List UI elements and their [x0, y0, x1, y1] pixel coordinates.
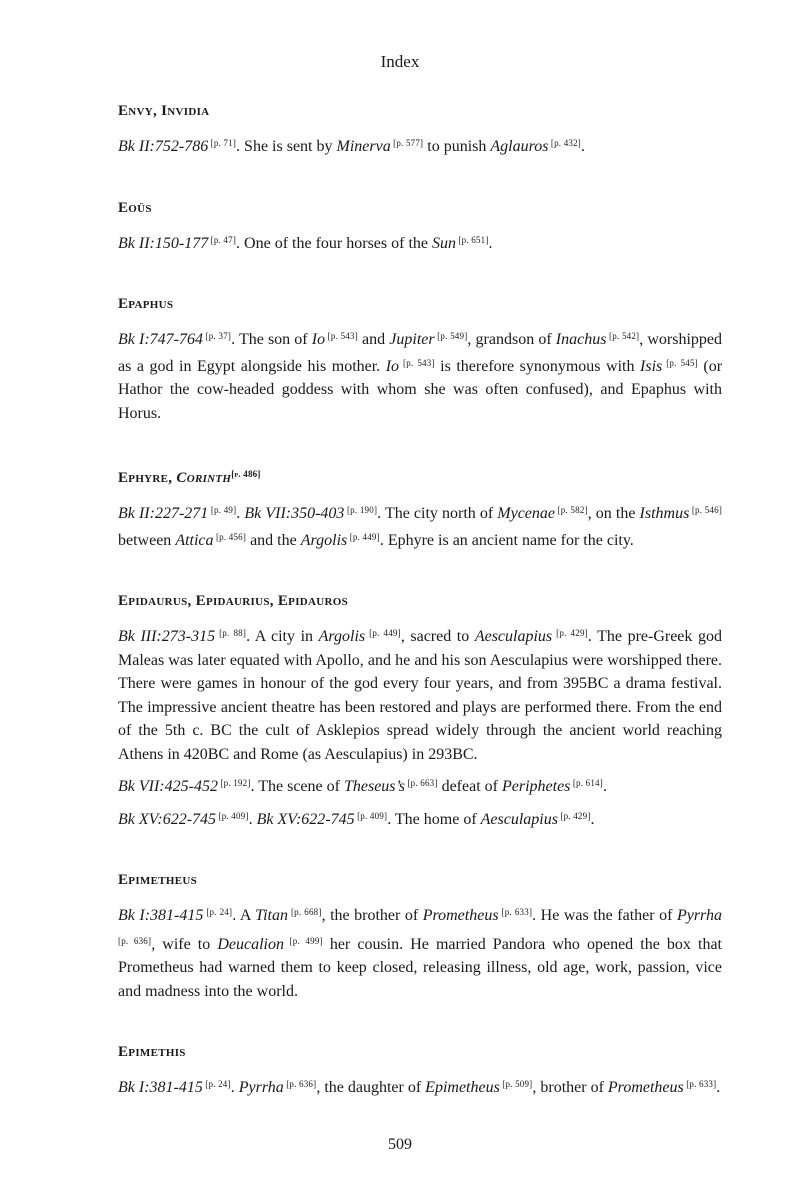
page-ref[interactable]: [p. 577]	[390, 138, 424, 148]
page-ref[interactable]: [p. 545]	[662, 357, 698, 368]
entry-text: , worshipped as a god in Egypt alongside his mother.	[118, 331, 723, 375]
entry-text: , on the	[587, 505, 640, 522]
entry-heading: Ephyre, Corinth[p. 486]	[118, 469, 261, 486]
entry-text: .	[248, 810, 257, 828]
cross-ref-link[interactable]: Corinth	[176, 470, 232, 486]
cross-ref-link[interactable]: Bk III:273-315	[118, 628, 216, 645]
cross-ref-link[interactable]: Io	[311, 331, 326, 348]
entry-text: . He was the father of	[532, 907, 677, 924]
entry-paragraph	[118, 772, 722, 799]
entry-paragraph	[118, 132, 722, 159]
cross-ref-link[interactable]: Theseus’s	[343, 778, 406, 795]
index-entry	[118, 869, 722, 1003]
entry-text: . One of the four horses of the	[236, 234, 432, 252]
entry-heading: Epidaurus, Epidaurius, Epidauros	[118, 593, 349, 609]
cross-ref-link[interactable]: Bk I:381-415	[118, 907, 204, 924]
cross-ref-link[interactable]: Io	[385, 357, 400, 375]
entry-text: .	[581, 138, 585, 155]
index-entry	[118, 590, 722, 831]
cross-ref-link[interactable]: Inachus	[555, 331, 607, 348]
cross-ref-link[interactable]: Bk VII:425-452	[118, 778, 218, 795]
cross-ref-link[interactable]: Jupiter	[389, 331, 435, 348]
cross-ref-link[interactable]: Aglauros	[490, 138, 549, 155]
cross-ref-link[interactable]: Isis	[640, 357, 663, 375]
cross-ref-link[interactable]: Bk I:381-415	[118, 1079, 203, 1096]
entry-paragraph	[118, 499, 722, 552]
page-ref[interactable]: [p. 24]	[202, 1079, 231, 1089]
page-ref[interactable]: [p. 633]	[683, 1079, 717, 1089]
cross-ref-link[interactable]: Epimetheus	[425, 1079, 500, 1096]
page-ref[interactable]: [p. 47]	[208, 234, 237, 245]
entry-text: .	[590, 810, 595, 828]
entry-paragraph	[118, 325, 722, 425]
page-ref[interactable]: [p. 633]	[498, 907, 533, 917]
cross-ref-link[interactable]: Periphetes	[501, 778, 571, 795]
page-ref[interactable]: [p. 429]	[557, 810, 591, 821]
page-ref[interactable]: [p. 668]	[288, 907, 322, 917]
index-content	[118, 100, 722, 1138]
entry-text: her cousin. He married Pandora who opened the box that Prometheus had warned them to keep closed, releasing illness, old age, work, passion, vice and madness into the world.	[118, 935, 722, 1000]
entry-paragraph	[118, 805, 722, 832]
cross-ref-link[interactable]: Aesculapius	[480, 810, 558, 828]
cross-ref-link[interactable]: Isthmus	[639, 505, 690, 522]
page-ref[interactable]: [p. 409]	[216, 810, 249, 821]
entry-text: and the	[246, 531, 301, 549]
entry-text: . The home of	[387, 810, 481, 828]
entry-paragraph	[118, 901, 722, 1003]
entry-text: .	[716, 1079, 721, 1096]
entry-heading: Envy, Invidia	[118, 103, 210, 119]
entry-text: , grandson of	[467, 331, 556, 348]
page-ref[interactable]: [p. 449]	[347, 531, 380, 542]
entry-text: . She is sent by	[236, 138, 337, 155]
cross-ref-link[interactable]: Bk II:752-786	[118, 138, 209, 155]
entry-heading: Epaphus	[118, 296, 174, 312]
entry-text: (or Hathor the cow-headed goddess with whom she was often confused), and Epaphus with Horus.	[118, 357, 723, 422]
page-number: 509	[388, 1136, 412, 1153]
entry-text: and	[357, 331, 390, 348]
page-ref[interactable]: [p. 49]	[208, 505, 237, 515]
index-entry	[118, 463, 722, 552]
page-ref[interactable]: [p. 88]	[215, 628, 247, 638]
entry-heading: Eoüs	[118, 199, 152, 216]
cross-ref-link[interactable]: Bk XV:622-745	[256, 810, 355, 828]
cross-ref-link[interactable]: Bk VII:350-403	[244, 505, 345, 522]
cross-ref-link[interactable]: Bk I:747-764	[118, 331, 203, 348]
page-ref[interactable]: [p. 499]	[284, 935, 323, 946]
page-ref[interactable]: [p. 543]	[325, 331, 358, 341]
entry-text: , the brother of	[321, 907, 423, 924]
entry-heading: Epimetheus	[118, 872, 198, 888]
cross-ref-link[interactable]: Deucalion	[217, 935, 284, 953]
index-entry	[118, 1041, 722, 1100]
entry-text: .	[236, 505, 245, 522]
entry-text: . The scene of	[250, 778, 344, 795]
entry-text: , sacred to	[400, 628, 475, 645]
cross-ref-link[interactable]: Pyrrha	[238, 1079, 284, 1096]
entry-text: .	[488, 234, 493, 252]
page-ref[interactable]: [p. 614]	[570, 778, 603, 788]
page-ref[interactable]: [p. 37]	[203, 331, 232, 341]
index-entry	[118, 100, 722, 159]
page-ref[interactable]: [p. 549]	[434, 331, 468, 341]
page-ref[interactable]: [p. 651]	[456, 234, 489, 245]
cross-ref-link[interactable]: Argolis	[318, 628, 366, 645]
page-ref[interactable]: [p. 546]	[689, 505, 723, 515]
entry-text: . The city north of	[377, 505, 498, 522]
cross-ref-link[interactable]: Prometheus	[607, 1079, 684, 1096]
page-ref[interactable]: [p. 409]	[354, 810, 388, 821]
entry-text: . A city in	[246, 628, 319, 645]
entry-text: is therefore synonymous with	[434, 357, 641, 375]
cross-ref-link[interactable]: Argolis	[300, 531, 348, 549]
entry-heading: Epimethis	[118, 1044, 186, 1060]
index-entry	[118, 197, 722, 256]
page-ref[interactable]: [p. 486]	[231, 469, 261, 479]
cross-ref-link[interactable]: Attica	[175, 531, 214, 549]
cross-ref-link[interactable]: Bk XV:622-745	[118, 810, 217, 828]
cross-ref-link[interactable]: Sun	[432, 234, 456, 252]
cross-ref-link[interactable]: Mycenae	[497, 505, 555, 522]
page-ref[interactable]: [p. 456]	[213, 531, 247, 542]
entry-text: .	[230, 1079, 239, 1096]
entry-text: . Ephyre is an ancient name for the city.	[379, 531, 634, 549]
entry-text: defeat of	[437, 778, 502, 795]
cross-ref-link[interactable]: Aesculapius	[474, 628, 553, 645]
page-ref[interactable]: [p. 24]	[203, 907, 233, 917]
entry-text: . A	[232, 907, 256, 924]
entry-paragraph	[118, 622, 722, 766]
page-ref[interactable]: [p. 582]	[555, 505, 588, 515]
page-ref[interactable]: [p. 636]	[283, 1079, 317, 1089]
page-ref[interactable]: [p. 429]	[552, 628, 588, 638]
entry-text: . The son of	[231, 331, 312, 348]
entry-text: . The pre-Greek god Maleas was later equated with Apollo, and he and his son Aesculapius were worshipped there. There were games in honour of the god every four years, and from 395BC a drama festival. The impressive ancient theatre has been restored and plays are performed there. From the end of the 5th c. BC the cult of Asklepios spread widely through the ancient world reaching Athens in 420BC and Rome (as Aesculapius) in 293BC.	[118, 628, 722, 763]
entry-text: , wife to	[151, 935, 218, 953]
page-ref[interactable]: [p. 636]	[118, 935, 152, 946]
page-ref[interactable]: [p. 542]	[606, 331, 640, 341]
page-ref[interactable]: [p. 509]	[499, 1079, 533, 1089]
cross-ref-link[interactable]: Titan	[255, 907, 288, 924]
page-ref[interactable]: [p. 449]	[365, 628, 401, 638]
cross-ref-link[interactable]: Minerva	[336, 138, 391, 155]
entry-text: .	[602, 778, 607, 795]
entry-text: , brother of	[532, 1079, 608, 1096]
cross-ref-link[interactable]: Pyrrha	[676, 907, 722, 924]
entry-text: , the daughter of	[316, 1079, 426, 1096]
page-ref[interactable]: [p. 663]	[405, 778, 438, 788]
cross-ref-link[interactable]: Bk II:150-177	[118, 234, 209, 252]
entry-text: to punish	[423, 138, 491, 155]
cross-ref-link[interactable]: Prometheus	[422, 907, 499, 924]
page-ref[interactable]: [p. 432]	[548, 138, 581, 148]
page-ref[interactable]: [p. 71]	[208, 138, 237, 148]
entry-text: between	[118, 531, 176, 549]
index-entry	[118, 293, 722, 425]
page-ref[interactable]: [p. 543]	[399, 357, 435, 368]
page-ref[interactable]: [p. 192]	[217, 778, 251, 788]
entry-paragraph	[118, 1073, 722, 1100]
entry-paragraph	[118, 229, 722, 256]
page-ref[interactable]: [p. 190]	[344, 505, 378, 515]
cross-ref-link[interactable]: Bk II:227-271	[118, 505, 209, 522]
running-head: Index	[380, 52, 420, 71]
